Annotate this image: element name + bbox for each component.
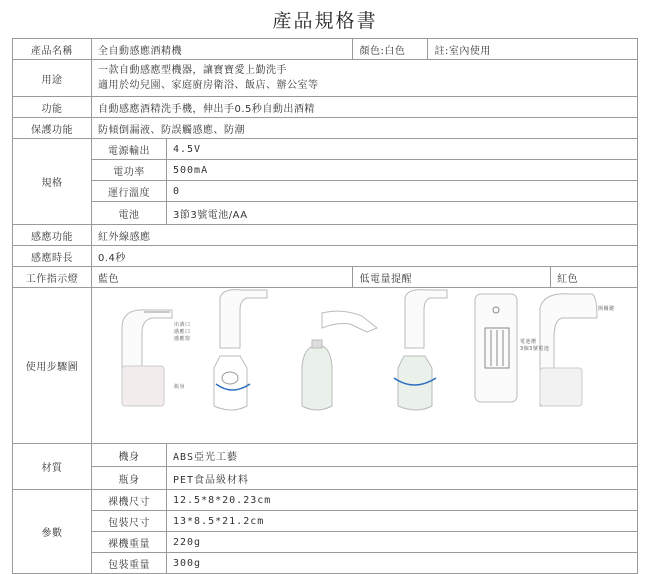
row-label: 感應時長 [13,246,92,267]
usage-cell [92,60,638,97]
page-title: 產品規格書 [272,10,378,32]
table-row [13,532,638,553]
function-value: 自動感應酒精洗手機，伸出手0.5秒自動出酒精 [92,97,638,118]
callout-body: 瓶身 [174,384,186,390]
callout-window: 感應窗 [174,336,191,342]
table-row [13,288,638,444]
param-value: 220g [167,532,638,553]
sense-time-value: 0.4秒 [92,246,638,267]
spec-key: 電池 [92,202,167,225]
usage-line-2: 適用於幼兒園、家庭廚房衛浴、飯店、辦公室等 [98,80,319,91]
param-key: 包裝尺寸 [92,511,167,532]
param-value: 13*8.5*21.2cm [167,511,638,532]
dispenser-4 [398,290,447,410]
table-row [13,444,638,467]
usage-line-1: 一款自動感應型機器，讓寶寶愛上勤洗手 [98,65,287,76]
table-row [13,490,638,511]
callout-switch: 開關鍵 [598,306,615,312]
row-label: 參數 [13,490,92,574]
material-value: ABS亞光工藝 [167,444,638,467]
indicator-blue: 藍色 [92,267,353,288]
table-row [13,511,638,532]
param-key: 包裝重量 [92,553,167,574]
row-label: 功能 [13,97,92,118]
row-label: 規格 [13,139,92,225]
usage-steps-illustration [92,288,638,444]
table-row [13,160,638,181]
material-key: 瓶身 [92,467,167,490]
sense-value: 紅外線感應 [92,225,638,246]
table-row [13,39,638,60]
dispenser-2 [214,290,267,410]
table-row [13,139,638,160]
spec-key: 運行溫度 [92,181,167,202]
param-key: 裸機重量 [92,532,167,553]
callout-outlet: 出酒口 [174,322,191,328]
table-row [13,202,638,225]
table-row [13,246,638,267]
spec-value: 4.5V [167,139,638,160]
row-label: 工作指示燈 [13,267,92,288]
spec-table [12,38,638,574]
protect-value: 防傾倒漏液、防誤觸感應、防潮 [92,118,638,139]
row-label: 用途 [13,60,92,97]
table-row [13,118,638,139]
table-row [13,553,638,574]
material-value: PET食品級材料 [167,467,638,490]
material-key: 機身 [92,444,167,467]
product-note: 註:室內使用 [428,39,638,60]
row-label: 材質 [13,444,92,490]
indicator-red: 紅色 [551,267,638,288]
callout-sensor: 感應口 [174,329,191,335]
row-label: 保護功能 [13,118,92,139]
param-key: 裸機尺寸 [92,490,167,511]
product-name: 全自動感應酒精機 [92,39,353,60]
spec-key: 電功率 [92,160,167,181]
spec-value: 0 [167,181,638,202]
table-row [13,97,638,118]
product-color: 顏色:白色 [353,39,428,60]
callout-batteries: 3個3號電池 [520,346,550,352]
param-value: 300g [167,553,638,574]
row-label: 感應功能 [13,225,92,246]
spec-value: 3節3號電池/AA [167,202,638,225]
indicator-low-battery: 低電量提醒 [353,267,551,288]
steps-svg [92,288,632,440]
table-row [13,225,638,246]
table-row [13,181,638,202]
spec-key: 電源輸出 [92,139,167,160]
bottle-refill [302,311,377,410]
dispenser-1 [122,310,172,406]
table-row [13,267,638,288]
row-label: 產品名稱 [13,39,92,60]
callout-battery-slot: 電池槽 [520,339,537,345]
param-value: 12.5*8*20.23cm [167,490,638,511]
table-row [13,60,638,97]
table-row [13,467,638,490]
dispenser-battery-view [475,294,517,402]
spec-value: 500mA [167,160,638,181]
row-label: 使用步驟圖 [13,288,92,444]
